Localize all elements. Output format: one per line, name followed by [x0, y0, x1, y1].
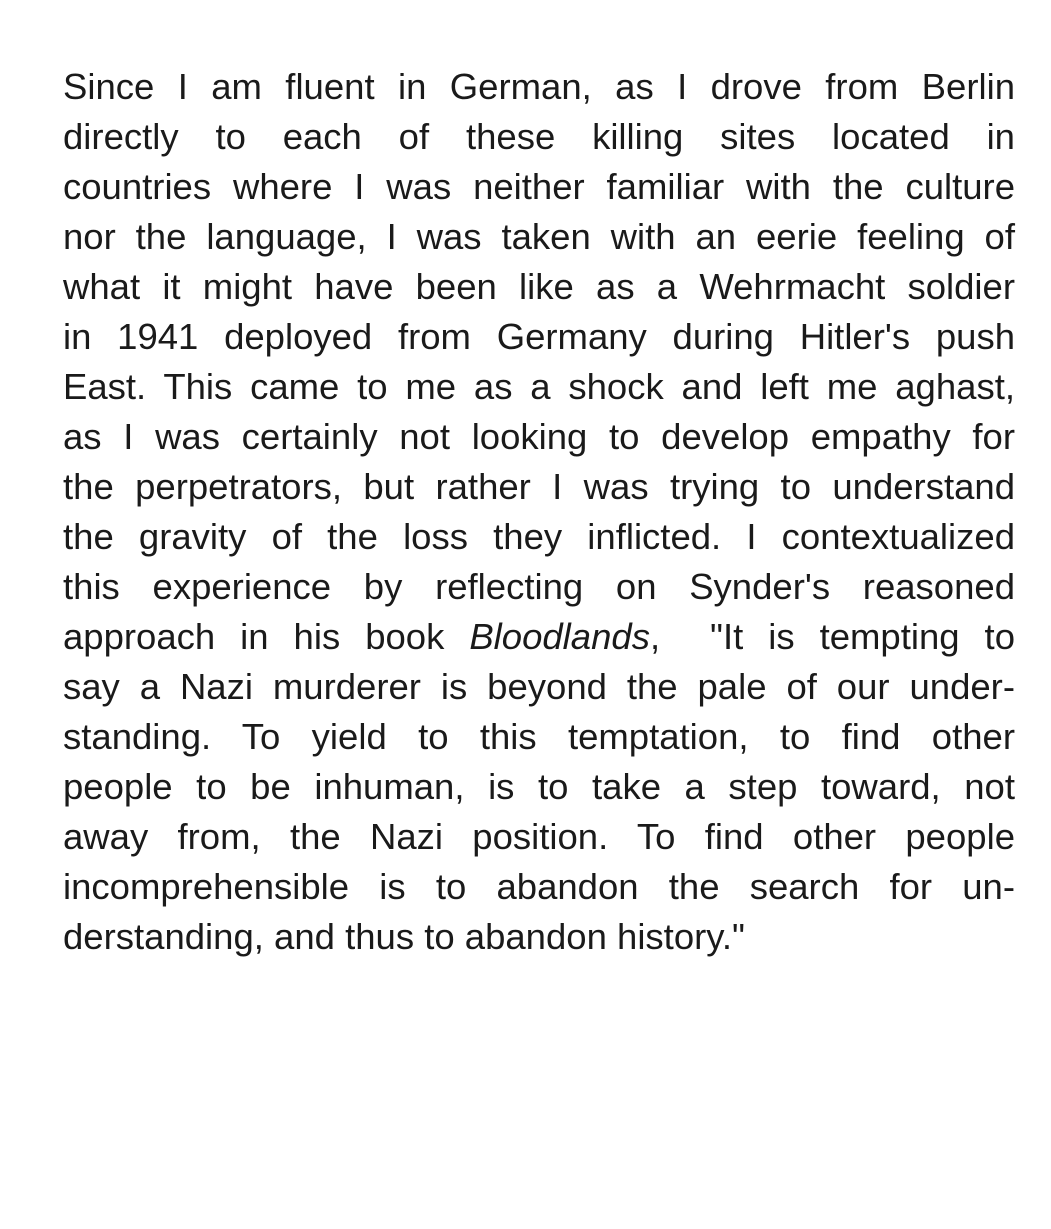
text-line: the perpetrators, but rather I was trying to understand: [63, 466, 1015, 507]
text-line: derstanding, and thus to abandon history.": [63, 916, 745, 957]
text-line: say a Nazi murderer is beyond the pale of our under-: [63, 666, 1015, 707]
text-line: as I was certainly not looking to develop empathy for: [63, 416, 1015, 457]
text-line: directly to each of these killing sites located in: [63, 116, 1015, 157]
text-line: people to be inhuman, is to take a step toward, not: [63, 766, 1015, 807]
text-segment: approach in his book: [63, 616, 470, 657]
text-line: standing. To yield to this temptation, to find other: [63, 716, 1015, 757]
text-line: in 1941 deployed from Germany during Hitler's push: [63, 316, 1015, 357]
body-paragraph: [63, 62, 1015, 962]
book-title: Bloodlands: [469, 616, 650, 657]
text-line: nor the language, I was taken with an eerie feeling of: [63, 216, 1015, 257]
text-line-with-book-title: [63, 612, 1015, 662]
text-line: Since I am fluent in German, as I drove from Berlin: [63, 66, 1015, 107]
text-line: countries where I was neither familiar with the culture: [63, 166, 1015, 207]
text-line: the gravity of the loss they inflicted. I contextualized: [63, 516, 1015, 557]
text-segment: , "It is tempting to: [649, 616, 1015, 657]
text-line: what it might have been like as a Wehrmacht soldier: [63, 266, 1015, 307]
text-line: incomprehensible is to abandon the search for un-: [63, 866, 1015, 907]
text-line: away from, the Nazi position. To find other people: [63, 816, 1015, 857]
text-line: this experience by reflecting on Synder's reasoned: [63, 566, 1015, 607]
text-line: East. This came to me as a shock and left me aghast,: [63, 366, 1015, 407]
